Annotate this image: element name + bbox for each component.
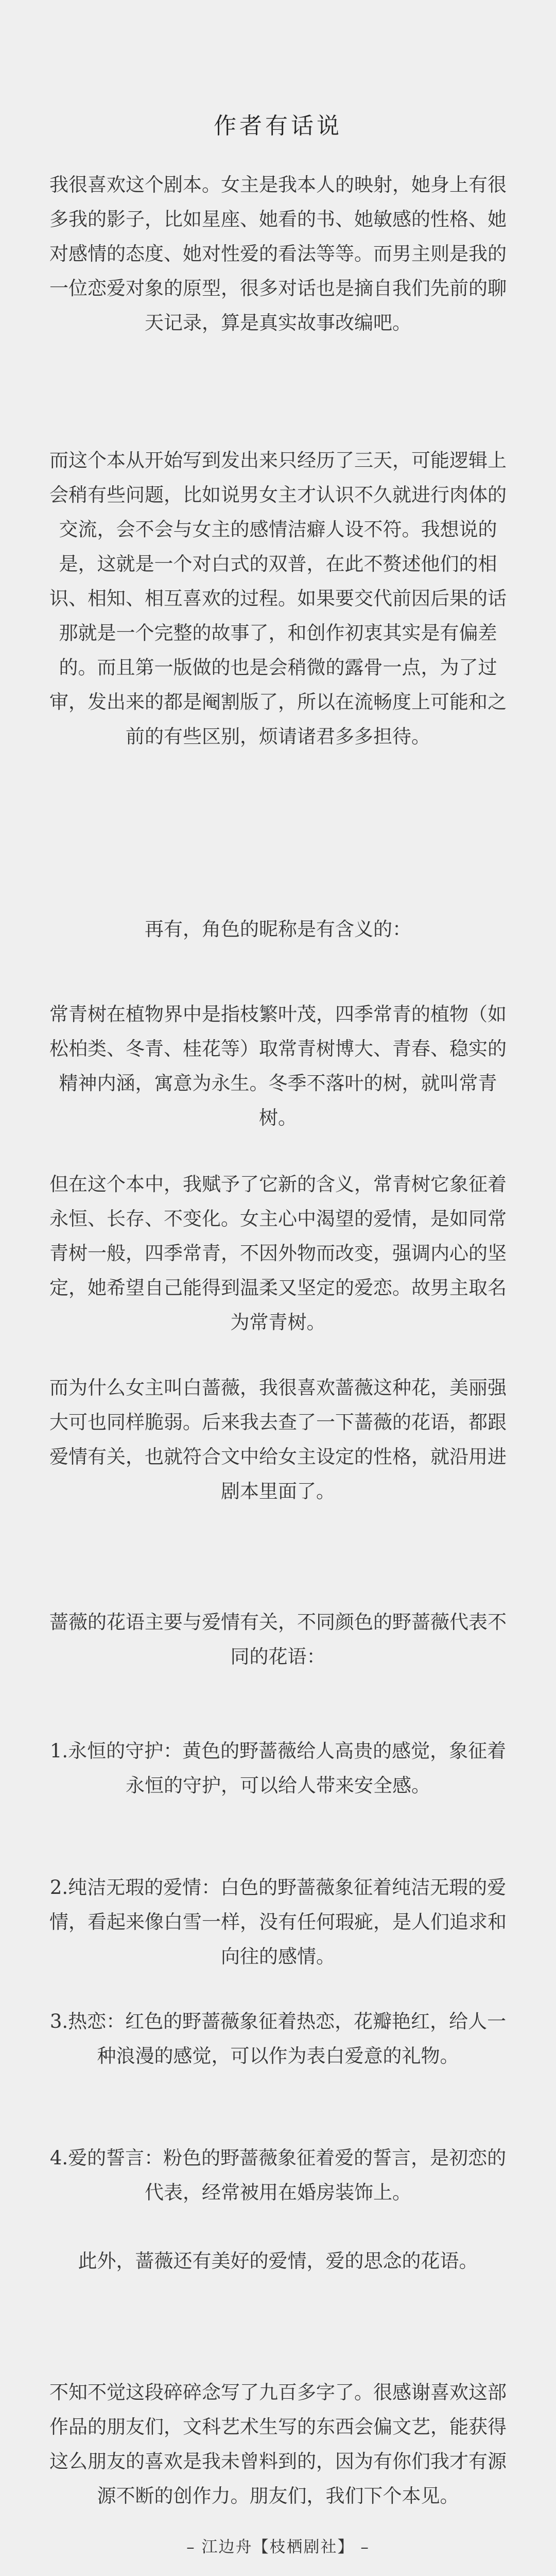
author-signature: – 江边舟【枝栖剧社】 – bbox=[186, 2538, 370, 2556]
paragraph-evergreen-meaning: 但在这个本中，我赋予了它新的含义，常青树它象征着永恒、长存、不变化。女主心中渴望的爱情，是如同常青树一般，四季常青，不因外物而改变，强调内心的坚定，她希望自己能得到温柔又坚定的爱恋。故男主取名为常青树。 bbox=[49, 1173, 507, 1333]
list-item-passion: 3.热恋：红色的野蔷薇象征着热恋，花瓣艳红，给人一种浪漫的感觉，可以作为表白爱意的礼物。 bbox=[49, 2010, 507, 2067]
paragraph-rose-language: 蔷薇的花语主要与爱情有关，不同颜色的野蔷薇代表不同的花语： bbox=[49, 1611, 507, 1668]
paragraph-intro: 我很喜欢这个剧本。女主是我本人的映射，她身上有很多我的影子，比如星座、她看的书、她敏感的性格、她对感情的态度、她对性爱的看法等等。而男主则是我的一位恋爱对象的原型，很多对话也是摘自我们先前的聊天记录，算是真实故事改编吧。 bbox=[49, 174, 507, 334]
list-item-love-vow: 4.爱的誓言：粉色的野蔷薇象征着爱的誓言，是初恋的代表，经常被用在婚房装饰上。 bbox=[49, 2147, 507, 2204]
page-title: 作者有话说 bbox=[214, 113, 342, 139]
paragraph-closing: 不知不觉这段碎碎念写了九百多字了。很感谢喜欢这部作品的朋友们，文科艺术生写的东西会偏文艺，能获得这么朋友的喜欢是我未曾料到的，因为有你们我才有源源不断的创作力。朋友们，我们下个本见。 bbox=[49, 2381, 507, 2507]
list-item-pure-love: 2.纯洁无瑕的爱情：白色的野蔷薇象征着纯洁无瑕的爱情，看起来像白雪一样，没有任何瑕疵，是人们追求和向往的感情。 bbox=[49, 1876, 507, 1968]
paragraph-evergreen-definition: 常青树在植物界中是指枝繁叶茂，四季常青的植物（如松柏类、冬青、桂花等）取常青树博大、青春、稳实的精神内涵，寓意为永生。冬季不落叶的树，就叫常青树。 bbox=[49, 1003, 507, 1129]
paragraph-white-rose: 而为什么女主叫白蔷薇，我很喜欢蔷薇这种花，美丽强大可也同样脆弱。后来我去查了一下蔷薇的花语，都跟爱情有关，也就符合文中给女主设定的性格，就沿用进剧本里面了。 bbox=[49, 1377, 507, 1502]
paragraph-other-meanings: 此外，蔷薇还有美好的爱情，爱的思念的花语。 bbox=[78, 2250, 478, 2272]
list-item-eternal-guard: 1.永恒的守护：黄色的野蔷薇给人高贵的感觉，象征着永恒的守护，可以给人带来安全感。 bbox=[49, 1740, 507, 1797]
paragraph-writing-notes: 而这个本从开始写到发出来只经历了三天，可能逻辑上会稍有些问题，比如说男女主才认识不久就进行肉体的交流，会不会与女主的感情洁癖人设不符。我想说的是，这就是一个对白式的双普，在此不赘述他们的相识、相知、相互喜欢的过程。如果要交代前因后果的话那就是一个完整的故事了，和创作初衷其实是有偏差的。而且第一版做的也是会稍微的露骨一点，为了过审，发出来的都是阉割版了，所以在流畅度上可能和之前的有些区别，烦请诸君多多担待。 bbox=[49, 449, 507, 748]
paragraph-nickname-intro: 再有，角色的昵称是有含义的： bbox=[145, 918, 411, 940]
